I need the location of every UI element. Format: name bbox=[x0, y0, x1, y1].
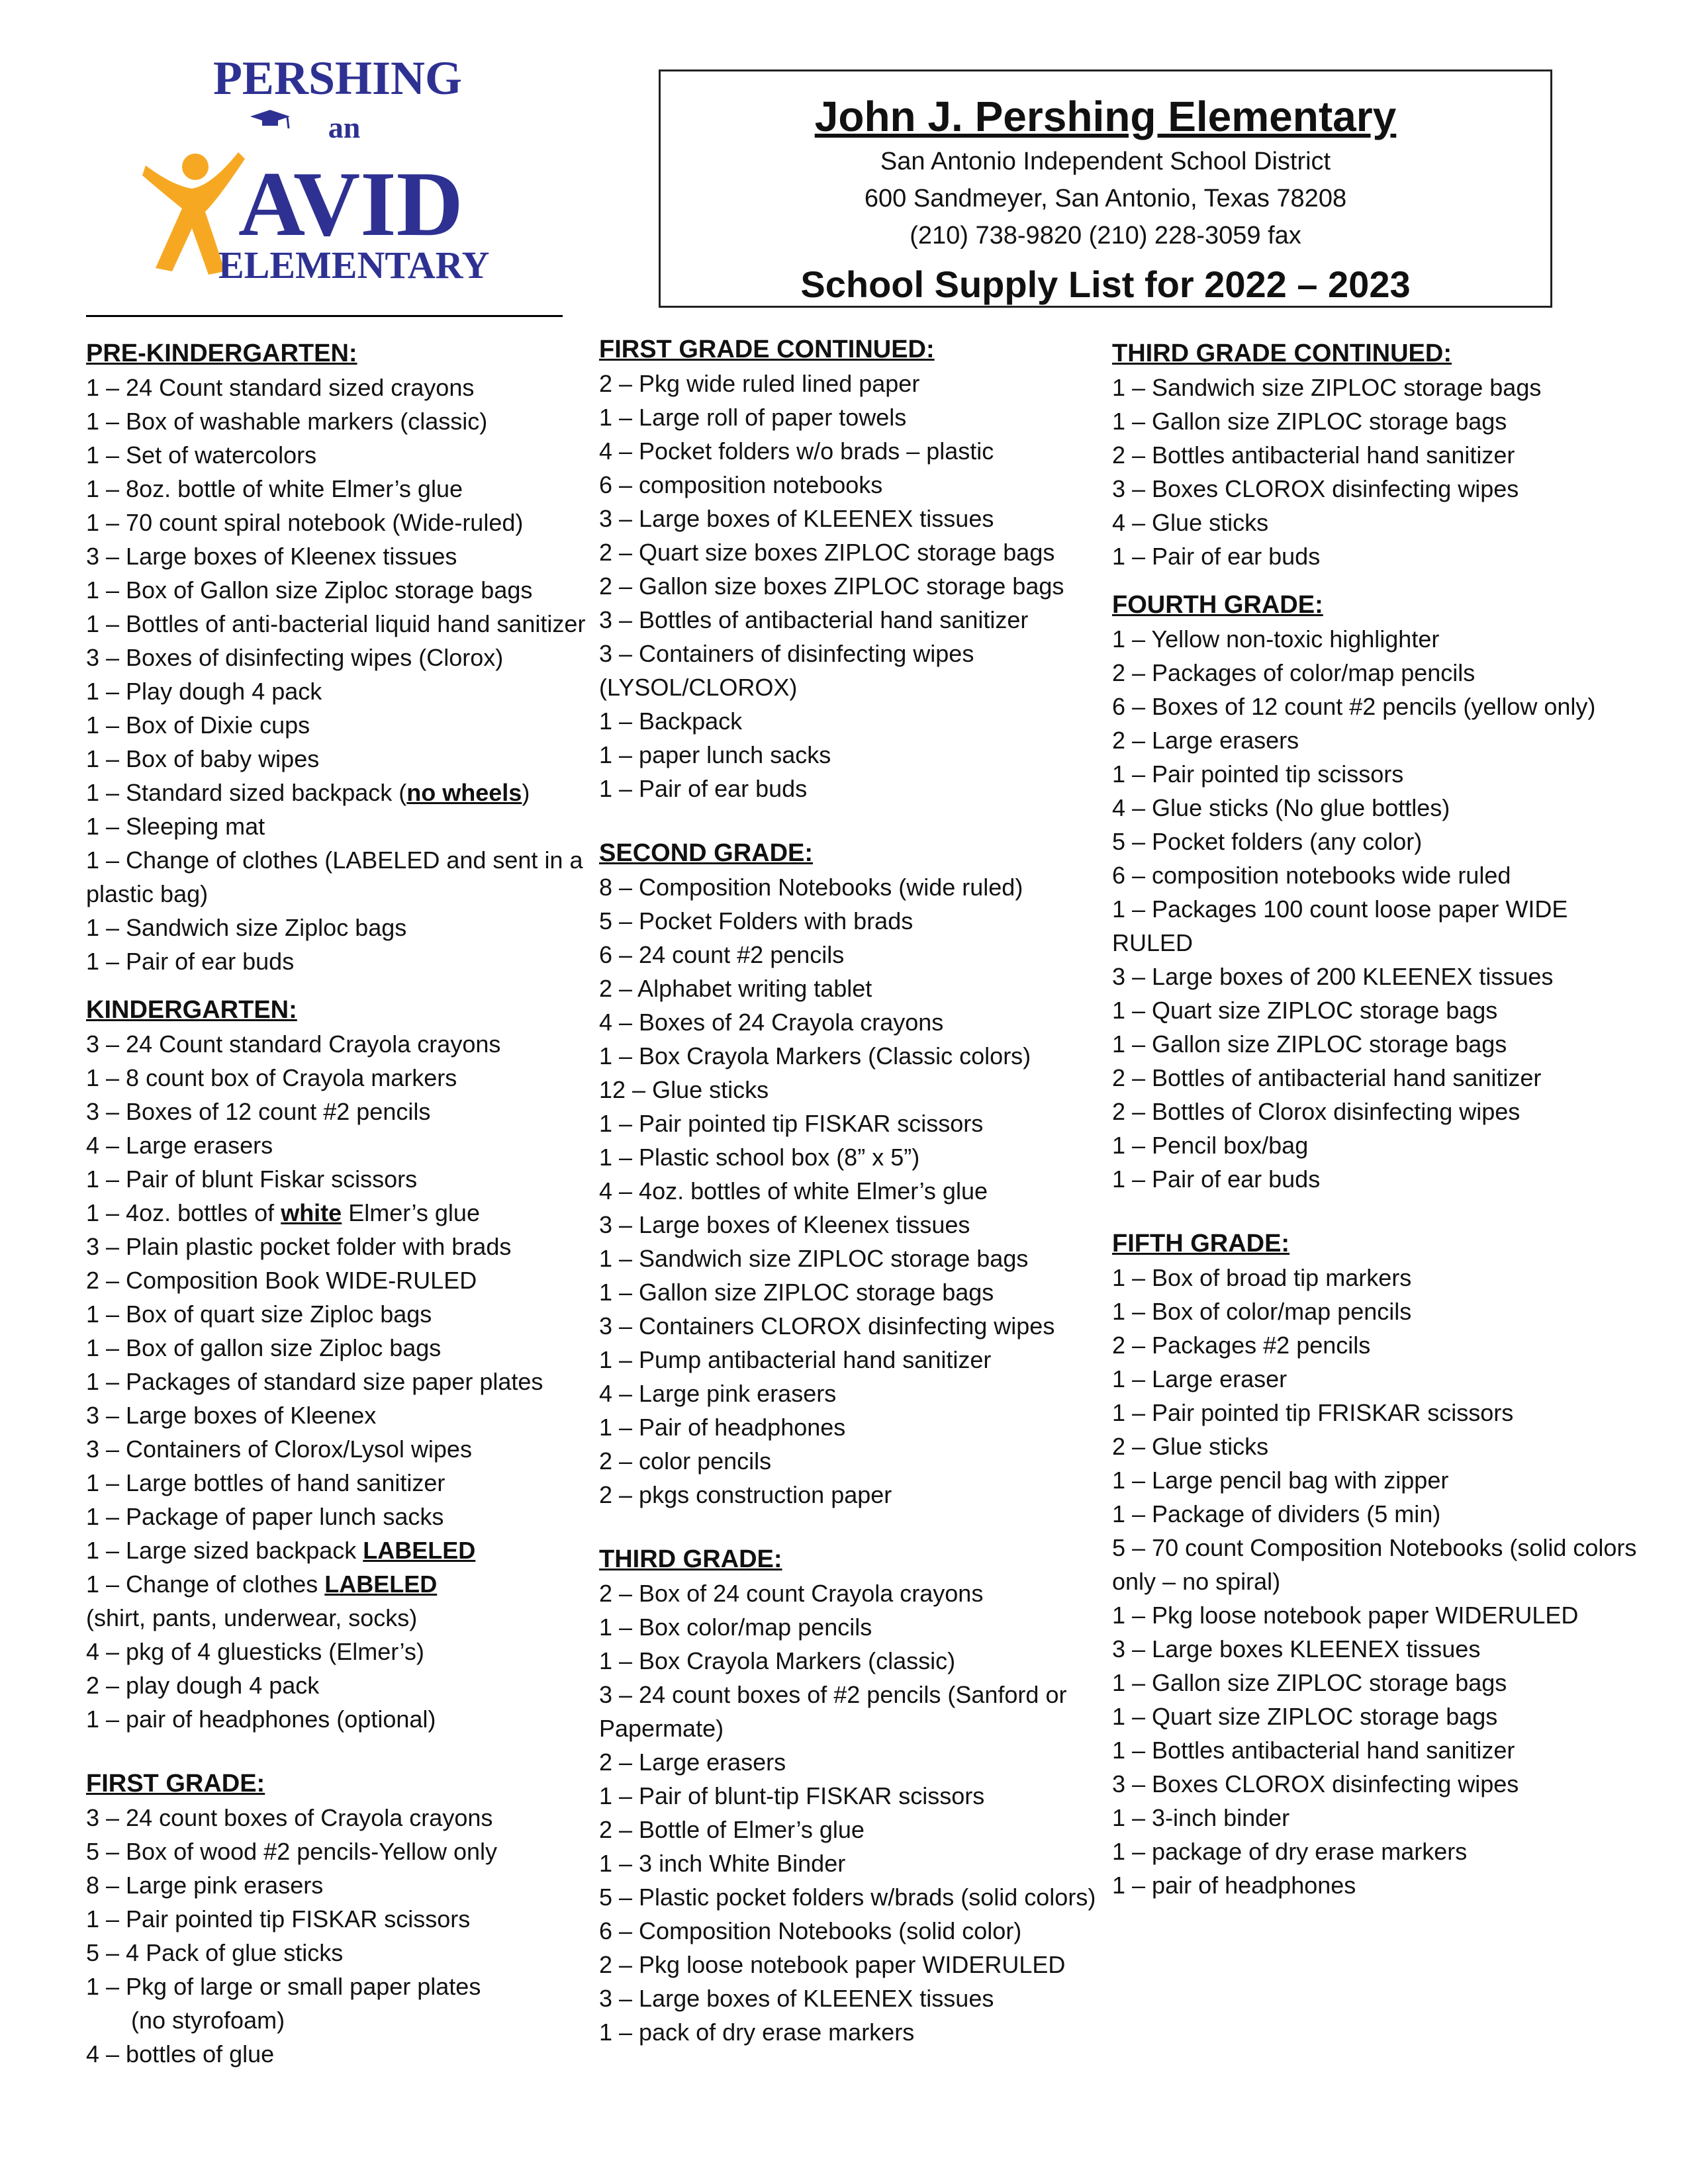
list-item: 1 – Yellow non-toxic highlighter bbox=[1112, 625, 1440, 653]
list-item: 1 – Pair pointed tip FISKAR scissors bbox=[599, 1110, 984, 1137]
section-title: THIRD GRADE: bbox=[599, 1545, 782, 1573]
section-title: SECOND GRADE: bbox=[599, 839, 814, 867]
list-item: 4 – Pocket folders w/o brads – plastic bbox=[599, 437, 994, 465]
list-item: 3 – Boxes CLOROX disinfecting wipes bbox=[1112, 475, 1519, 502]
list-item: 6 – composition notebooks wide ruled bbox=[1112, 862, 1511, 889]
logo-avid-text: AVID bbox=[238, 153, 463, 255]
list-item: 1 – Box of broad tip markers bbox=[1112, 1264, 1412, 1291]
list-item: 4 – Large pink erasers bbox=[599, 1380, 837, 1407]
list-item: 1 – 70 count spiral notebook (Wide-ruled) bbox=[86, 509, 524, 536]
list-item: 1 – Box of baby wipes bbox=[86, 745, 320, 772]
list-item: 1 – package of dry erase markers bbox=[1112, 1838, 1468, 1865]
list-item: 1 – Change of clothes LABELED bbox=[86, 1570, 438, 1598]
school-name: John J. Pershing Elementary bbox=[814, 93, 1397, 140]
list-item: 3 – Boxes of 12 count #2 pencils bbox=[86, 1098, 431, 1125]
list-item: 3 – Large boxes of KLEENEX tissues bbox=[599, 505, 994, 532]
section-fourth-grade bbox=[1112, 588, 1655, 1196]
list-item: 1 – Box of gallon size Ziploc bags bbox=[86, 1334, 442, 1361]
list-item: 5 – Box of wood #2 pencils-Yellow only bbox=[86, 1838, 498, 1865]
list-item: 1 – Pair of ear buds bbox=[599, 775, 808, 802]
list-item: 5 – 4 Pack of glue sticks bbox=[86, 1939, 344, 1966]
list-item: 1 – Backpack bbox=[599, 707, 743, 735]
section-title: FIRST GRADE CONTINUED: bbox=[599, 336, 935, 363]
logo-elementary-text: ELEMENTARY bbox=[218, 244, 490, 287]
list-item: 2 – Gallon size boxes ZIPLOC storage bags bbox=[599, 572, 1064, 600]
list-item: 3 – Containers of Clorox/Lysol wipes bbox=[86, 1435, 472, 1463]
section-third-grade bbox=[599, 1542, 1115, 2049]
item-list bbox=[86, 1230, 589, 1533]
list-item: 1 – Sandwich size ZIPLOC storage bags bbox=[599, 1245, 1029, 1272]
list-item: 3 – Large boxes KLEENEX tissues bbox=[1112, 1635, 1481, 1662]
list-item: 1 – Gallon size ZIPLOC storage bags bbox=[1112, 1669, 1507, 1696]
list-item: 1 – 24 Count standard sized crayons bbox=[86, 374, 475, 401]
list-item: 3 – Containers of disinfecting wipes (LYSOL/CLOROX) bbox=[599, 640, 974, 701]
list-item: 2 – Composition Book WIDE-RULED bbox=[86, 1267, 477, 1294]
item-list bbox=[1112, 1261, 1655, 1902]
section-third-grade-continued bbox=[1112, 336, 1655, 573]
list-item: 2 – color pencils bbox=[599, 1447, 772, 1475]
list-item: 1 – Pair of blunt-tip FISKAR scissors bbox=[599, 1782, 985, 1809]
list-item: 5 – 70 count Composition Notebooks (solid colors only – no spiral) bbox=[1112, 1534, 1637, 1595]
list-item: 1 – Plastic school box (8” x 5”) bbox=[599, 1144, 920, 1171]
list-item: 2 – Bottles of Clorox disinfecting wipes bbox=[1112, 1098, 1521, 1125]
section-title: PRE-KINDERGARTEN: bbox=[86, 340, 357, 367]
list-item: 1 – Pair of ear buds bbox=[1112, 1165, 1321, 1193]
item-list bbox=[86, 809, 589, 978]
list-item: 1 – 4oz. bottles of white Elmer’s glue bbox=[86, 1199, 480, 1226]
section-title: FOURTH GRADE: bbox=[1112, 591, 1323, 619]
item-list bbox=[1112, 622, 1655, 1196]
avid-logo bbox=[126, 53, 549, 291]
list-item: 3 – Large boxes of 200 KLEENEX tissues bbox=[1112, 963, 1554, 990]
list-item: 2 – Large erasers bbox=[1112, 727, 1299, 754]
section-title: FIRST GRADE: bbox=[86, 1770, 265, 1797]
item-list bbox=[86, 1635, 589, 1736]
column-3 bbox=[1112, 336, 1655, 1917]
column-2 bbox=[599, 332, 1115, 2064]
list-item: 8 – Large pink erasers bbox=[86, 1872, 324, 1899]
school-address: 600 Sandmeyer, San Antonio, Texas 78208 bbox=[864, 185, 1347, 212]
list-item: 1 – Large bottles of hand sanitizer bbox=[86, 1469, 445, 1496]
list-item: 1 – Gallon size ZIPLOC storage bags bbox=[599, 1279, 994, 1306]
list-item: 1 – pack of dry erase markers bbox=[599, 2019, 915, 2046]
list-item: 1 – Pump antibacterial hand sanitizer bbox=[599, 1346, 992, 1373]
list-item: 1 – Box of Dixie cups bbox=[86, 711, 310, 739]
list-item: 6 – composition notebooks bbox=[599, 471, 883, 498]
list-item: 2 – pkgs construction paper bbox=[599, 1481, 892, 1508]
item-list bbox=[599, 1576, 1115, 2049]
list-item: 1 – Pair of ear buds bbox=[86, 948, 295, 975]
list-item: 1 – Pencil box/bag bbox=[1112, 1132, 1309, 1159]
section-title: FIFTH GRADE: bbox=[1112, 1230, 1290, 1257]
list-item: 5 – Plastic pocket folders w/brads (solid colors) bbox=[599, 1884, 1096, 1911]
list-item: 1 – Quart size ZIPLOC storage bags bbox=[1112, 1703, 1498, 1730]
list-item: 6 – 24 count #2 pencils bbox=[599, 941, 845, 968]
list-item: 1 – Quart size ZIPLOC storage bags bbox=[1112, 997, 1498, 1024]
list-item: 1 – Large pencil bag with zipper bbox=[1112, 1467, 1449, 1494]
list-item: 1 – Bottles of anti-bacterial liquid hand sanitizer bbox=[86, 610, 586, 637]
logo-pershing-text: PERSHING bbox=[212, 53, 463, 105]
section-title: THIRD GRADE CONTINUED: bbox=[1112, 340, 1452, 367]
list-item: 1 – Play dough 4 pack bbox=[86, 678, 322, 705]
list-item: 1 – Package of paper lunch sacks bbox=[86, 1503, 444, 1530]
list-item: 1 – Gallon size ZIPLOC storage bags bbox=[1112, 1030, 1507, 1058]
list-item: 2 – Large erasers bbox=[599, 1749, 786, 1776]
list-item: 4 – Glue sticks bbox=[1112, 509, 1269, 536]
list-item: 1 – Large roll of paper towels bbox=[599, 404, 907, 431]
list-item: 1 – Bottles antibacterial hand sanitizer bbox=[1112, 1737, 1515, 1764]
list-item-note: (no styrofoam) bbox=[131, 2007, 285, 2034]
school-district: San Antonio Independent School District bbox=[880, 148, 1331, 175]
item-list bbox=[86, 2037, 589, 2071]
list-item: 2 – Quart size boxes ZIPLOC storage bags bbox=[599, 539, 1055, 566]
list-item: 1 – Pair pointed tip FRISKAR scissors bbox=[1112, 1399, 1514, 1426]
list-item: 1 – 3 inch White Binder bbox=[599, 1850, 846, 1877]
list-item: 1 – Set of watercolors bbox=[86, 441, 317, 469]
list-item: 1 – 3-inch binder bbox=[1112, 1804, 1290, 1831]
list-item: 4 – Glue sticks (No glue bottles) bbox=[1112, 794, 1450, 821]
list-item: 2 – Glue sticks bbox=[1112, 1433, 1269, 1460]
list-item: 1 – Pair of blunt Fiskar scissors bbox=[86, 1165, 418, 1193]
list-item: 1 – Box of quart size Ziploc bags bbox=[86, 1300, 432, 1328]
list-item: 1 – Box color/map pencils bbox=[599, 1614, 872, 1641]
list-item: 2 – Bottles of antibacterial hand sanitizer bbox=[1112, 1064, 1542, 1091]
list-item: 1 – Packages 100 count loose paper WIDE RULED bbox=[1112, 895, 1568, 956]
section-title: KINDERGARTEN: bbox=[86, 996, 297, 1024]
list-item: 1 – Box of Gallon size Ziploc storage bags bbox=[86, 576, 533, 604]
list-item: 2 – Packages #2 pencils bbox=[1112, 1332, 1371, 1359]
item-list bbox=[86, 1801, 589, 2003]
list-item: 5 – Pocket folders (any color) bbox=[1112, 828, 1423, 855]
list-item: 1 – Box of color/map pencils bbox=[1112, 1298, 1412, 1325]
list-item: 3 – Plain plastic pocket folder with brads bbox=[86, 1233, 512, 1260]
list-item: 1 – 8 count box of Crayola markers bbox=[86, 1064, 457, 1091]
logo-an-text: an bbox=[328, 111, 361, 144]
list-item: 3 – 24 count boxes of Crayola crayons bbox=[86, 1804, 493, 1831]
list-item: 3 – Boxes of disinfecting wipes (Clorox) bbox=[86, 644, 504, 671]
section-fifth-grade bbox=[1112, 1226, 1655, 1902]
list-item: 1 – Large sized backpack LABELED bbox=[86, 1537, 476, 1564]
item-list bbox=[1112, 371, 1655, 573]
list-title: School Supply List for 2022 – 2023 bbox=[800, 263, 1411, 305]
list-item: 2 – Pkg wide ruled lined paper bbox=[599, 370, 920, 397]
list-item: 2 – Alphabet writing tablet bbox=[599, 975, 872, 1002]
item-list bbox=[599, 870, 1115, 1512]
school-header bbox=[659, 69, 1552, 308]
list-item: 2 – Pkg loose notebook paper WIDERULED bbox=[599, 1951, 1066, 1978]
list-item: 1 – Pkg of large or small paper plates bbox=[86, 1973, 481, 2000]
list-item: 1 – Change of clothes (LABELED and sent in a plastic bag) bbox=[86, 846, 583, 907]
school-phone: (210) 738-9820 (210) 228-3059 fax bbox=[910, 222, 1301, 250]
list-item: 1 – Pair of headphones bbox=[599, 1414, 846, 1441]
list-item: 3 – Boxes CLOROX disinfecting wipes bbox=[1112, 1770, 1519, 1797]
list-item: 2 – Bottles antibacterial hand sanitizer bbox=[1112, 441, 1515, 469]
list-item: 4 – 4oz. bottles of white Elmer’s glue bbox=[599, 1177, 988, 1205]
list-item: 1 – Packages of standard size paper plates bbox=[86, 1368, 543, 1395]
section-pre-kindergarten bbox=[86, 336, 589, 978]
list-item: 1 – Sandwich size ZIPLOC storage bags bbox=[1112, 374, 1542, 401]
list-item: 1 – Gallon size ZIPLOC storage bags bbox=[1112, 408, 1507, 435]
section-second-grade bbox=[599, 836, 1115, 1512]
list-item: 1 – Sleeping mat bbox=[86, 813, 265, 840]
column-1 bbox=[86, 336, 589, 2085]
section-kindergarten bbox=[86, 993, 589, 1736]
list-item: 3 – Containers CLOROX disinfecting wipes bbox=[599, 1312, 1055, 1340]
list-item: 3 – 24 Count standard Crayola crayons bbox=[86, 1030, 501, 1058]
list-item: 1 – paper lunch sacks bbox=[599, 741, 831, 768]
list-item: 3 – Large boxes of KLEENEX tissues bbox=[599, 1985, 994, 2012]
item-list bbox=[86, 1027, 589, 1196]
section-first-grade bbox=[86, 1766, 589, 2071]
list-item: 6 – Composition Notebooks (solid color) bbox=[599, 1917, 1022, 1944]
list-item-note: (shirt, pants, underwear, socks) bbox=[86, 1604, 418, 1631]
list-item: 3 – Large boxes of Kleenex tissues bbox=[599, 1211, 970, 1238]
list-item: 1 – Pkg loose notebook paper WIDERULED bbox=[1112, 1602, 1579, 1629]
list-item: 1 – Standard sized backpack (no wheels) bbox=[86, 779, 530, 806]
list-item: 3 – Bottles of antibacterial hand sanitizer bbox=[599, 606, 1029, 633]
list-item: 3 – 24 count boxes of #2 pencils (Sanford or Papermate) bbox=[599, 1681, 1067, 1742]
list-item: 6 – Boxes of 12 count #2 pencils (yellow only) bbox=[1112, 693, 1596, 720]
logo-divider bbox=[86, 315, 563, 317]
list-item: 1 – pair of headphones (optional) bbox=[86, 1706, 436, 1733]
list-item: 2 – Bottle of Elmer’s glue bbox=[599, 1816, 865, 1843]
list-item: 8 – Composition Notebooks (wide ruled) bbox=[599, 874, 1023, 901]
list-item: 1 – Large eraser bbox=[1112, 1365, 1288, 1392]
section-first-grade-continued bbox=[599, 332, 1115, 805]
list-item: 1 – Sandwich size Ziploc bags bbox=[86, 914, 407, 941]
list-item: 4 – Large erasers bbox=[86, 1132, 273, 1159]
list-item: 1 – Pair pointed tip FISKAR scissors bbox=[86, 1905, 471, 1933]
list-item: 1 – pair of headphones bbox=[1112, 1872, 1356, 1899]
item-list bbox=[86, 371, 589, 776]
list-item: 4 – bottles of glue bbox=[86, 2040, 275, 2068]
list-item: 1 – Box Crayola Markers (Classic colors) bbox=[599, 1042, 1031, 1069]
list-item: 3 – Large boxes of Kleenex tissues bbox=[86, 543, 457, 570]
list-item: 1 – Package of dividers (5 min) bbox=[1112, 1500, 1441, 1527]
list-item: 2 – Box of 24 count Crayola crayons bbox=[599, 1580, 984, 1607]
list-item: 1 – Box Crayola Markers (classic) bbox=[599, 1647, 956, 1674]
list-item: 4 – Boxes of 24 Crayola crayons bbox=[599, 1009, 944, 1036]
item-list bbox=[599, 367, 1115, 805]
list-item: 2 – Packages of color/map pencils bbox=[1112, 659, 1476, 686]
list-item: 1 – Box of washable markers (classic) bbox=[86, 408, 488, 435]
graduation-cap-icon bbox=[250, 110, 290, 128]
list-item: 3 – Large boxes of Kleenex bbox=[86, 1402, 377, 1429]
list-item: 4 – pkg of 4 gluesticks (Elmer’s) bbox=[86, 1638, 424, 1665]
list-item: 5 – Pocket Folders with brads bbox=[599, 907, 914, 934]
list-item: 1 – Pair pointed tip scissors bbox=[1112, 760, 1404, 788]
list-item: 1 – Pair of ear buds bbox=[1112, 543, 1321, 570]
list-item: 2 – play dough 4 pack bbox=[86, 1672, 320, 1699]
list-item: 1 – 8oz. bottle of white Elmer’s glue bbox=[86, 475, 463, 502]
list-item: 12 – Glue sticks bbox=[599, 1076, 769, 1103]
